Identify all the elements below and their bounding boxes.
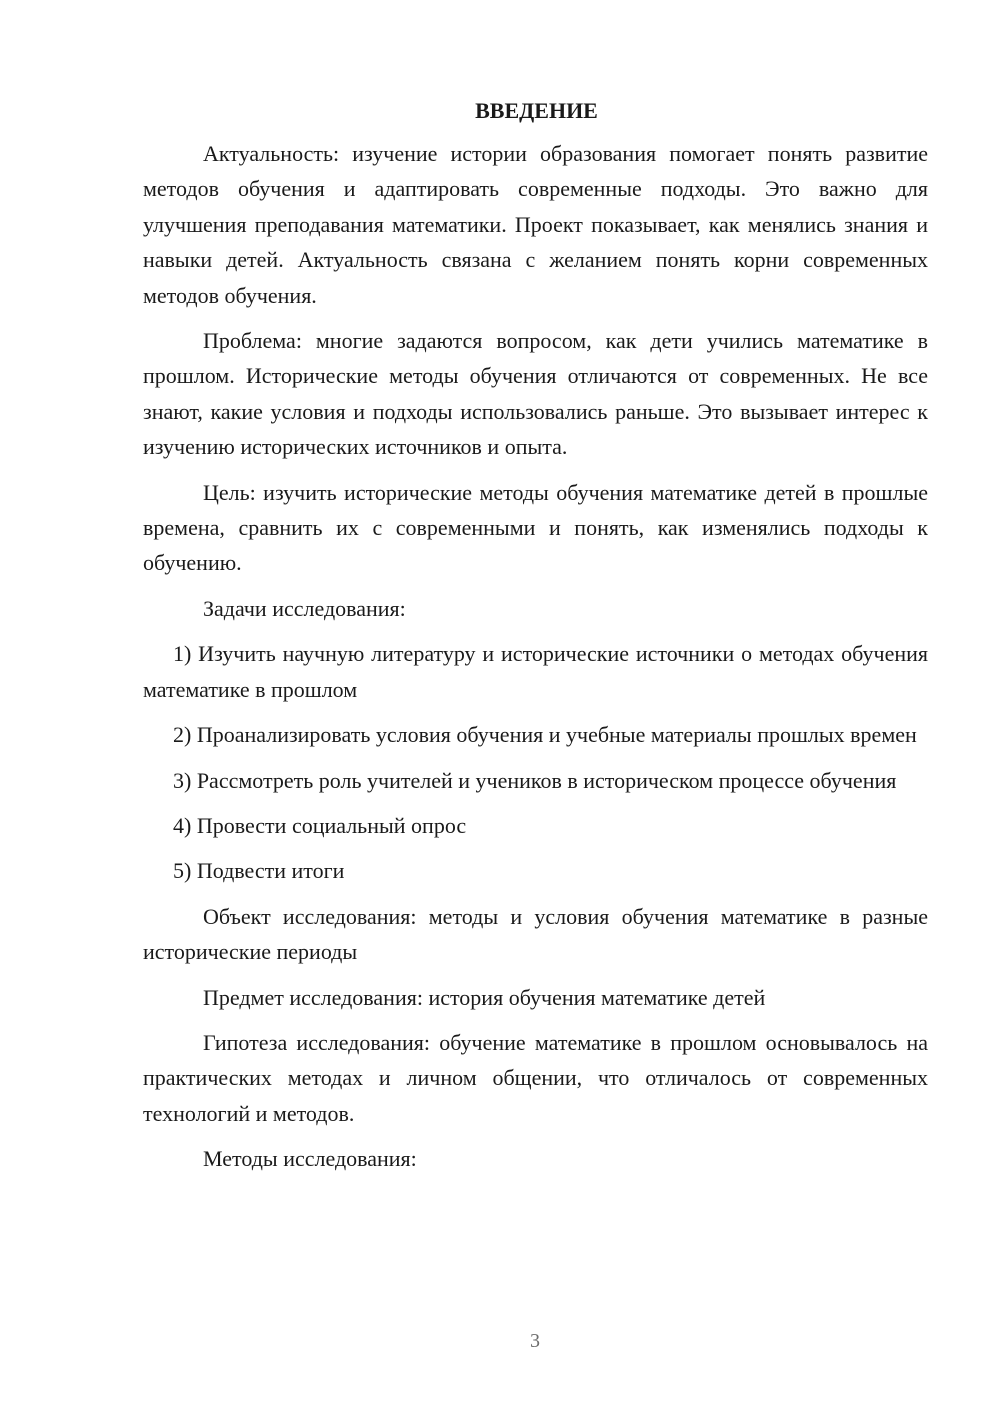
task-item: 5) Подвести итоги — [173, 858, 345, 884]
task-item: 1) Изучить научную литературу и исторические источники о методах обучения математике в прошлом — [143, 641, 928, 702]
object-paragraph: Объект исследования: методы и условия обучения математике в разные исторические периоды — [143, 903, 928, 965]
goal-paragraph: Цель: изучить исторические методы обучения математике детей в прошлые времена, сравнить их с современными и понять, как изменялись подходы к обучению. — [143, 479, 928, 576]
subject-paragraph: Предмет исследования: история обучения математике детей — [203, 984, 766, 1010]
relevance-paragraph: Актуальность: изучение истории образования помогает понять развитие методов обучения и адаптировать современные подходы. Это важно для улучшения преподавания математики. Проект показывает, как менялись знания и навыки детей. Актуальность связана с желанием понять корни современных методов обучения. — [143, 141, 928, 308]
section-heading: ВВЕДЕНИЕ — [475, 98, 598, 123]
methods-title: Методы исследования: — [203, 1146, 417, 1172]
page-content — [143, 96, 928, 1187]
task-item: 3) Рассмотреть роль учителей и учеников в историческом процессе обучения — [173, 767, 897, 793]
problem-paragraph: Проблема: многие задаются вопросом, как дети учились математике в прошлом. Исторические методы обучения отличаются от современных. Не все знают, какие условия и подходы использовались раньше. Это вызывает интерес к изучению исторических источников и опыта. — [143, 328, 928, 460]
task-item: 2) Проанализировать условия обучения и учебные материалы прошлых времен — [173, 722, 917, 748]
tasks-title: Задачи исследования: — [203, 595, 406, 621]
task-item: 4) Провести социальный опрос — [173, 812, 467, 838]
hypothesis-paragraph: Гипотеза исследования: обучение математике в прошлом основывалось на практических методах и личном общении, что отличалось от современных технологий и методов. — [143, 1029, 928, 1126]
page-number: 3 — [530, 1330, 540, 1352]
